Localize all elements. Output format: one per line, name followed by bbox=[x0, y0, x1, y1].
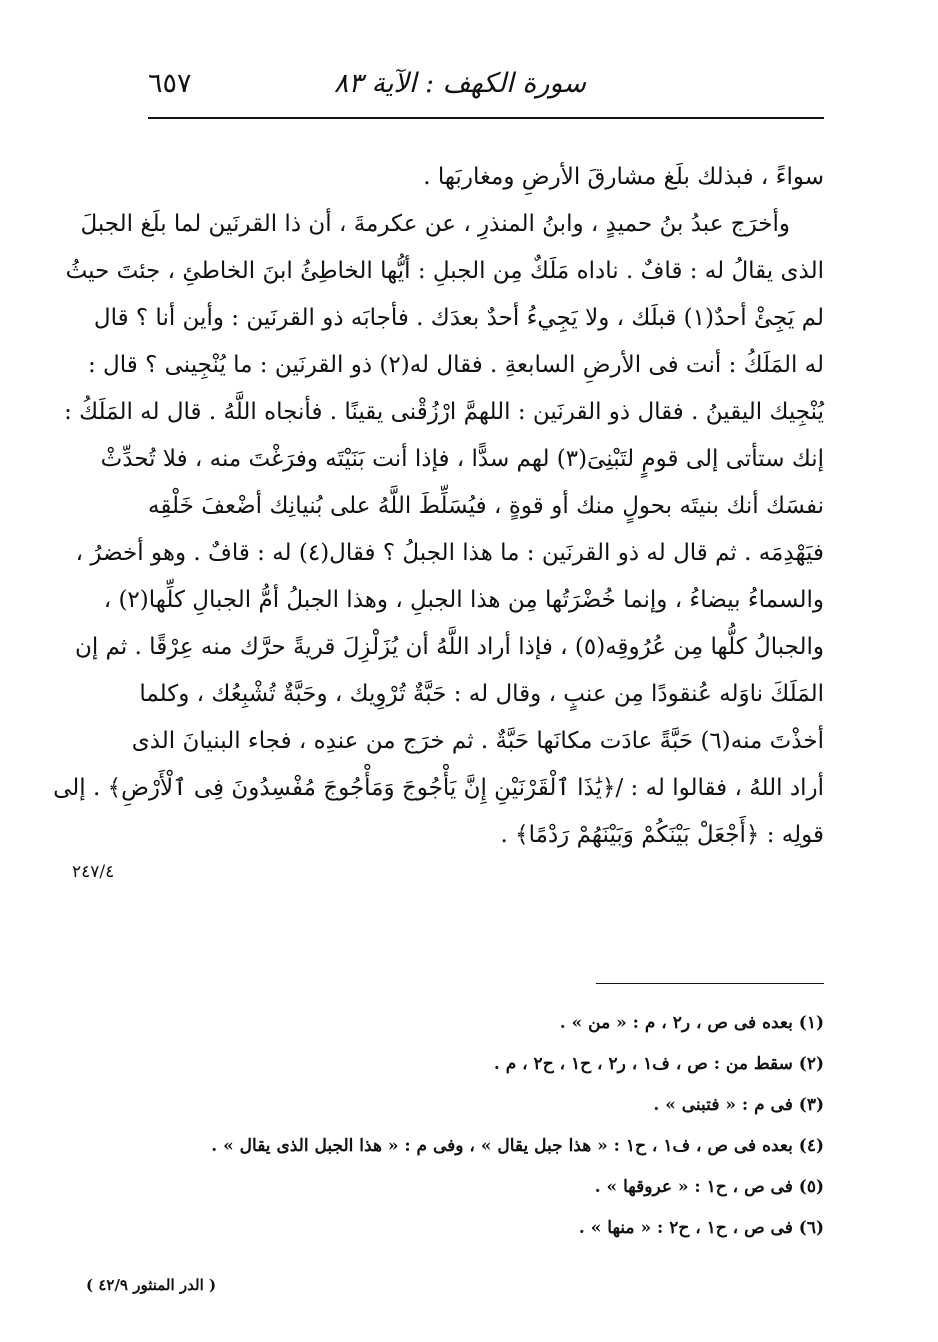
footnotes bbox=[148, 1003, 824, 1249]
text-line: والسماءُ بيضاءُ ، وإنما خُضْرَتُها مِن هذا الجبلِ ، وهذا الجبلُ أمُّ الجبالِ كلِّها(٢) ، bbox=[103, 587, 824, 613]
footnote: (٢) سقط من : ص ، ف١ ، ر٢ ، ح١ ، ح٢ ، م . bbox=[493, 1054, 824, 1074]
text-line: سواءً ، فبذلك بلَغ مشارقَ الأرضِ ومغاربَها . bbox=[423, 164, 824, 190]
text-line: وأخرَج عبدُ بنُ حميدٍ ، وابنُ المنذرِ ، عن عكرمةَ ، أن ذا القرنَين لما بلَغ الجبلَ bbox=[80, 211, 790, 237]
text-line: الذى يقالُ له : قافٌ . ناداه مَلَكٌ مِن الجبلِ : أيُّها الخاطِئُ ابنَ الخاطئِ ، جئتَ حيثُ bbox=[65, 258, 824, 284]
source-reference: ( الدر المنثور ٤٢/٩ ) bbox=[86, 1276, 217, 1294]
page-number: ٦٥٧ bbox=[148, 68, 192, 99]
text-line: أخذْتَ منه(٦) حَبَّةً عادَت مكانَها حَبَّةٌ . ثم خرَج من عندِه ، فجاء البنيانَ الذى bbox=[131, 728, 824, 754]
footnote: (٤) بعده فى ص ، ف١ ، ح١ : « هذا جبل يقال » ، وفى م : « هذا الجبل الذى يقال » . bbox=[211, 1136, 824, 1156]
header-rule bbox=[148, 117, 824, 119]
text-line: المَلَكَ ناوَله عُنقودًا مِن عنبٍ ، وقال له : حَبَّةٌ تُرْوِيك ، وحَبَّةٌ تُشْبِعُك ، وكلما bbox=[139, 681, 824, 707]
margin-reference: ٢٤٧/٤ bbox=[72, 862, 115, 882]
text-line: قولِه : ﴿أَجْعَلْ بَيْنَكُمْ وَبَيْنَهُمْ رَدْمًا﴾ . bbox=[500, 822, 824, 848]
text-line: فيَهْدِمَه . ثم قال له ذو القرنَين : ما هذا الجبلُ ؟ فقال(٤) له : قافٌ . وهو أخضرُ ، bbox=[75, 540, 824, 566]
main-text bbox=[53, 154, 824, 859]
running-title: سورة الكهف : الآية ٨٣ bbox=[333, 68, 586, 99]
text-line: له المَلَكُ : أنت فى الأرضِ السابعةِ . فقال له(٢) ذو القرنَين : ما يُنْجِينى ؟ قال : bbox=[88, 352, 824, 378]
text-line: والجبالُ كلُّها مِن عُرُوقِه(٥) ، فإذا أراد اللَّهُ أن يُزَلْزِلَ قريةً حرَّك منه عِرْقًا . ثم إن bbox=[74, 634, 824, 660]
footnote: (٦) فى ص ، ح١ ، ح٢ : « منها » . bbox=[578, 1218, 824, 1238]
footnote: (٥) فى ص ، ح١ : « عروقها » . bbox=[594, 1177, 824, 1197]
footnote: (١) بعده فى ص ، ر٢ ، م : « من » . bbox=[559, 1013, 824, 1033]
footnote-rule bbox=[596, 983, 824, 984]
text-line: لم يَجِئْ أحدٌ(١) قبلَك ، ولا يَجِيءُ أحدٌ بعدَك . فأجابَه ذو القرنَين : وأين أنا ؟ قال bbox=[93, 305, 824, 331]
text-line: نفسَك أنك بنيتَه بحولٍ منك أو قوةٍ ، فيُسَلِّطَ اللَّهُ على بُنيانِك أضْعفَ خَلْقِه bbox=[148, 493, 824, 519]
text-line: أراد اللهُ ، فقالوا له : /﴿يَٰذَا ٱلْقَرْنَيْنِ إِنَّ يَأْجُوجَ وَمَأْجُوجَ مُفْسِدُونَ فِى ٱلْأَرْضِ﴾ . إلى bbox=[53, 775, 824, 801]
text-line: إنك ستأتى إلى قومٍ لتَبْنِىَ(٣) لهم سدًّا ، فإذا أنت بَنَيْتَه وفرَغْتَ منه ، فلا تُحدِّثْ bbox=[100, 446, 824, 472]
text-line: يُنْجِيك اليقينُ . فقال ذو القرنَين : اللهمَّ ارْزُقْنى يقينًا . فأنجاه اللَّهُ . قال له المَلَكُ : bbox=[64, 399, 824, 425]
footnote: (٣) فى م : « فتبنى » . bbox=[653, 1095, 824, 1115]
page-header bbox=[148, 66, 824, 110]
